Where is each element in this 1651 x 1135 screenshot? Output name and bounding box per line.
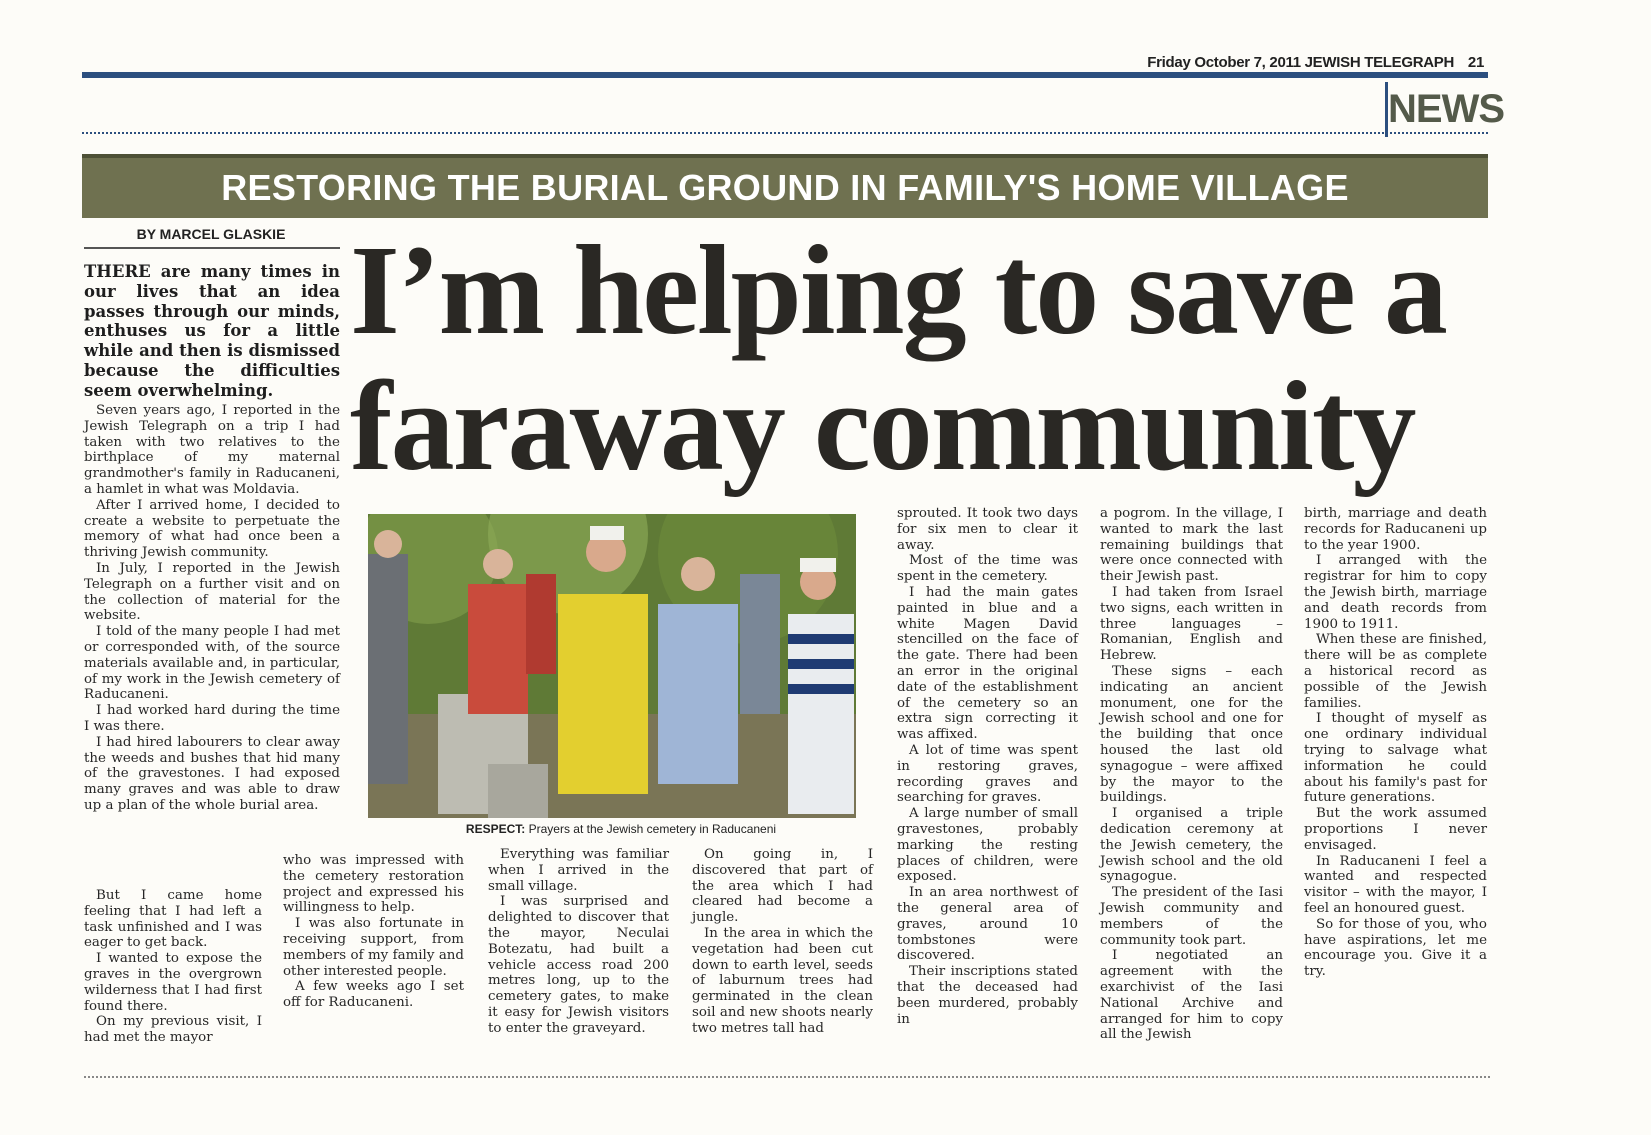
- paragraph: In July, I reported in the Jewish Telegraph on a further visit and on the collection of material for the website.: [84, 560, 340, 624]
- caption-text: Prayers at the Jewish cemetery in Raducaneni: [525, 822, 777, 836]
- caption-label: RESPECT:: [465, 822, 526, 836]
- headline: [350, 219, 1500, 497]
- paragraph: I told of the many people I had met or corresponded with, of the source materials available and, in particular, of my work in the Jewish cemetery of Raducaneni.: [84, 624, 340, 703]
- paragraph: I had the main gates painted in blue and a white Magen David stencilled on the face of the gate. There had been an error in the original date of the establishment of the cemetery so an extra sign correcting it was affixed.: [897, 584, 1078, 743]
- lead-paragraph: THERE are many times in our lives that an idea passes through our minds, enthuses us for a little while and then is dismissed because the difficulties seem overwhelming.: [84, 262, 340, 400]
- paragraph: On my previous visit, I had met the mayor: [84, 1014, 262, 1046]
- paragraph: Seven years ago, I reported in the Jewish Telegraph on a trip I had taken with two relatives to the birthplace of my maternal grandmother's family in Raducaneni, a hamlet in what was Moldavia.: [84, 403, 340, 497]
- section-label: NEWS: [1385, 82, 1491, 137]
- paragraph: I had hired labourers to clear away the weeds and bushes that hid many of the gravestones. I had exposed many graves and was able to draw up a plan of the whole burial area.: [84, 734, 340, 813]
- paragraph: When these are finished, there will be as complete a historical record as possible of the Jewish families.: [1304, 632, 1487, 711]
- story-banner: RESTORING THE BURIAL GROUND IN FAMILY'S HOME VILLAGE: [82, 154, 1488, 218]
- paragraph: I was surprised and delighted to discover that the mayor, Neculai Botezatu, had built a vehicle access road 200 metres long, up to the cemetery gates, to make it easy for Jewish visitors to enter the graveyard.: [488, 894, 669, 1036]
- paragraph: The president of the Iasi Jewish community and members of the community took part.: [1100, 885, 1283, 948]
- article-column-7: [1304, 506, 1487, 980]
- photo-illustration: [368, 514, 856, 818]
- page-number: 21: [1467, 54, 1484, 71]
- masthead-rule: [82, 72, 1488, 78]
- paragraph: I had worked hard during the time I was there.: [84, 703, 340, 734]
- article-column-1: [84, 403, 340, 814]
- newspaper-name: JEWISH TELEGRAPH: [1304, 54, 1455, 71]
- paragraph: I had taken from Israel two signs, each written in three languages – Romanian, English and Hebrew.: [1100, 584, 1283, 664]
- paragraph: These signs – each indicating an ancient monument, one for the Jewish school and one for the building that once housed the last old synagogue – were affixed by the mayor to the buildings.: [1100, 663, 1283, 806]
- masthead: [84, 54, 1484, 71]
- paragraph: So for those of you, who have aspirations, let me encourage you. Give it a try.: [1304, 916, 1487, 980]
- byline-rule: [84, 247, 340, 249]
- paragraph: Most of the time was spent in the cemetery.: [897, 553, 1078, 585]
- paragraph: A large number of small gravestones, probably marking the resting places of children, were exposed.: [897, 806, 1078, 885]
- paragraph: In Raducaneni I feel a wanted and respected visitor – with the mayor, I feel an honoured guest.: [1304, 853, 1487, 916]
- paragraph: I wanted to expose the graves in the overgrown wilderness that I had first found there.: [84, 951, 262, 1014]
- paragraph: I thought of myself as one ordinary individual trying to salvage what information he could about his family's past for future generations.: [1304, 711, 1487, 806]
- paragraph: On going in, I discovered that part of the area which I had cleared had become a jungle.: [692, 847, 873, 926]
- paragraph: Their inscriptions stated that the deceased had been murdered, probably in: [897, 964, 1078, 1027]
- article-column-1-lower: [84, 888, 262, 1046]
- article-column-5: [897, 506, 1078, 1027]
- footer-divider: [84, 1076, 1490, 1078]
- dotted-divider: [82, 132, 1488, 134]
- paragraph: In the area in which the vegetation had been cut down to earth level, seeds of laburnum trees had germinated in the clean soil and new shoots nearly two metres tall had: [692, 925, 873, 1036]
- paragraph: Everything was familiar when I arrived in the small village.: [488, 847, 669, 894]
- paragraph: I organised a triple dedication ceremony at the Jewish cemetery, the Jewish school and the old synagogue.: [1100, 806, 1283, 885]
- paragraph: I was also fortunate in receiving support, from members of my family and other interested people.: [283, 916, 464, 979]
- article-column-2: [283, 853, 464, 1011]
- headline-line-1: I’m helping to save a: [350, 219, 1446, 361]
- paragraph: a pogrom. In the village, I wanted to mark the last remaining buildings that were once connected with their Jewish past.: [1100, 506, 1283, 585]
- cemetery-prayer-photo: [368, 514, 856, 818]
- paragraph: But the work assumed proportions I never envisaged.: [1304, 806, 1487, 853]
- paragraph: After I arrived home, I decided to create a website to perpetuate the memory of what had once been a thriving Jewish community.: [84, 497, 340, 561]
- paragraph: A few weeks ago I set off for Raducaneni.: [283, 979, 464, 1011]
- article-column-6: [1100, 506, 1283, 1043]
- paragraph: who was impressed with the cemetery restoration project and expressed his willingness to help.: [283, 853, 464, 916]
- paragraph: In an area northwest of the general area of graves, around 10 tombstones were discovered.: [897, 885, 1078, 964]
- article-column-4: [692, 847, 873, 1037]
- article-column-3: [488, 847, 669, 1037]
- headline-line-2: faraway community: [350, 355, 1415, 497]
- paragraph: But I came home feeling that I had left a task unfinished and I was eager to get back.: [84, 888, 262, 951]
- photo-caption: [376, 822, 866, 836]
- issue-date: Friday October 7, 2011: [1147, 54, 1301, 71]
- paragraph: birth, marriage and death records for Raducaneni up to the year 1900.: [1304, 506, 1487, 553]
- paragraph: A lot of time was spent in restoring graves, recording graves and searching for graves.: [897, 742, 1078, 806]
- byline: BY MARCEL GLASKIE: [136, 226, 286, 242]
- paragraph: sprouted. It took two days for six men to clear it away.: [897, 506, 1078, 553]
- paragraph: I arranged with the registrar for him to copy the Jewish birth, marriage and death records from 1900 to 1911.: [1304, 553, 1487, 632]
- paragraph: I negotiated an agreement with the exarchivist of the Iasi National Archive and arranged for him to copy all the Jewish: [1100, 948, 1283, 1043]
